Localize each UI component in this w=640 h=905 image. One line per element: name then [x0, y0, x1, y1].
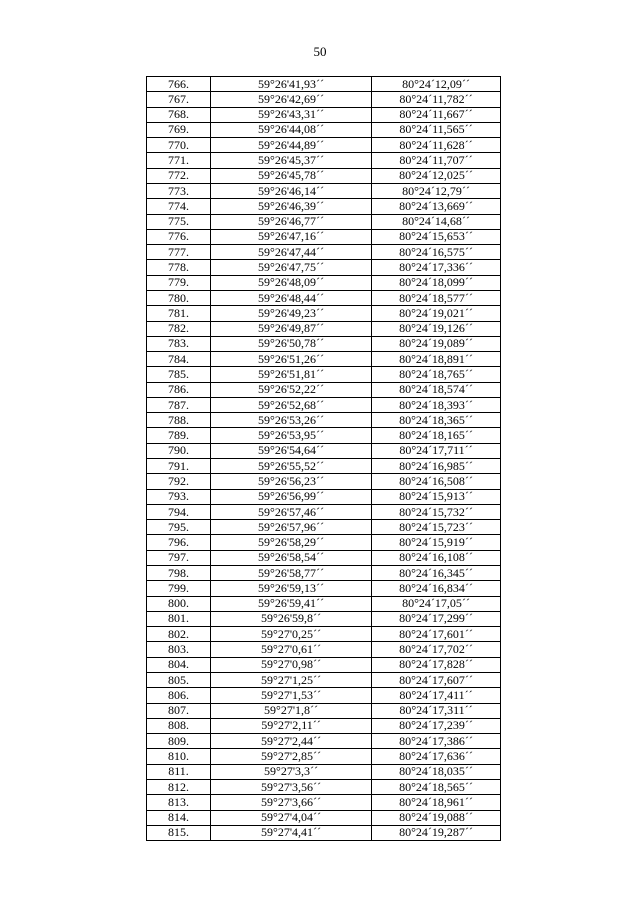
point-number-cell: 811.: [147, 764, 211, 779]
latitude-cell: 59°26'53,26´´: [211, 413, 372, 428]
longitude-cell: 80°24´17,702´´: [372, 642, 501, 657]
point-number-cell: 767.: [147, 92, 211, 107]
coordinates-table-body: [147, 77, 501, 841]
latitude-cell: 59°27'2,11´´: [211, 718, 372, 733]
longitude-cell: 80°24´17,05´´: [372, 596, 501, 611]
longitude-cell: 80°24´14,68´´: [372, 214, 501, 229]
longitude-cell: 80°24´18,577´´: [372, 290, 501, 305]
latitude-cell: 59°26'47,44´´: [211, 245, 372, 260]
latitude-cell: 59°26'42,69´´: [211, 92, 372, 107]
table-row: [147, 92, 501, 107]
latitude-cell: 59°27'0,98´´: [211, 657, 372, 672]
latitude-cell: 59°26'57,96´´: [211, 520, 372, 535]
longitude-cell: 80°24´18,574´´: [372, 382, 501, 397]
table-row: [147, 214, 501, 229]
table-row: [147, 627, 501, 642]
latitude-cell: 59°26'59,13´´: [211, 581, 372, 596]
point-number-cell: 815.: [147, 825, 211, 840]
longitude-cell: 80°24´11,628´´: [372, 138, 501, 153]
longitude-cell: 80°24´17,601´´: [372, 627, 501, 642]
latitude-cell: 59°26'44,89´´: [211, 138, 372, 153]
point-number-cell: 790.: [147, 443, 211, 458]
longitude-cell: 80°24´15,919´´: [372, 535, 501, 550]
point-number-cell: 778.: [147, 260, 211, 275]
latitude-cell: 59°26'52,68´´: [211, 397, 372, 412]
point-number-cell: 785.: [147, 367, 211, 382]
latitude-cell: 59°26'56,99´´: [211, 489, 372, 504]
latitude-cell: 59°26'52,22´´: [211, 382, 372, 397]
longitude-cell: 80°24´18,765´´: [372, 367, 501, 382]
longitude-cell: 80°24´12,025´´: [372, 168, 501, 183]
point-number-cell: 777.: [147, 245, 211, 260]
table-row: [147, 764, 501, 779]
latitude-cell: 59°27'1,53´´: [211, 688, 372, 703]
table-row: [147, 672, 501, 687]
table-row: [147, 260, 501, 275]
point-number-cell: 768.: [147, 107, 211, 122]
latitude-cell: 59°26'49,23´´: [211, 306, 372, 321]
latitude-cell: 59°26'45,78´´: [211, 168, 372, 183]
table-row: [147, 138, 501, 153]
longitude-cell: 80°24´19,287´´: [372, 825, 501, 840]
longitude-cell: 80°24´17,411´´: [372, 688, 501, 703]
latitude-cell: 59°26'54,64´´: [211, 443, 372, 458]
table-row: [147, 306, 501, 321]
table-row: [147, 336, 501, 351]
point-number-cell: 797.: [147, 550, 211, 565]
table-row: [147, 459, 501, 474]
longitude-cell: 80°24´19,021´´: [372, 306, 501, 321]
table-row: [147, 611, 501, 626]
point-number-cell: 783.: [147, 336, 211, 351]
latitude-cell: 59°26'46,39´´: [211, 199, 372, 214]
longitude-cell: 80°24´12,09´´: [372, 77, 501, 92]
latitude-cell: 59°26'53,95´´: [211, 428, 372, 443]
longitude-cell: 80°24´11,707´´: [372, 153, 501, 168]
table-row: [147, 779, 501, 794]
table-row: [147, 290, 501, 305]
longitude-cell: 80°24´15,723´´: [372, 520, 501, 535]
table-row: [147, 535, 501, 550]
longitude-cell: 80°24´19,089´´: [372, 336, 501, 351]
table-row: [147, 657, 501, 672]
point-number-cell: 788.: [147, 413, 211, 428]
table-row: [147, 321, 501, 336]
latitude-cell: 59°27'2,44´´: [211, 734, 372, 749]
point-number-cell: 800.: [147, 596, 211, 611]
table-row: [147, 245, 501, 260]
table-row: [147, 795, 501, 810]
table-row: [147, 199, 501, 214]
table-row: [147, 443, 501, 458]
point-number-cell: 804.: [147, 657, 211, 672]
table-row: [147, 367, 501, 382]
table-row: [147, 397, 501, 412]
latitude-cell: 59°27'3,56´´: [211, 779, 372, 794]
longitude-cell: 80°24´11,565´´: [372, 122, 501, 137]
table-row: [147, 474, 501, 489]
point-number-cell: 791.: [147, 459, 211, 474]
longitude-cell: 80°24´18,393´´: [372, 397, 501, 412]
longitude-cell: 80°24´18,891´´: [372, 352, 501, 367]
latitude-cell: 59°27'4,41´´: [211, 825, 372, 840]
latitude-cell: 59°27'1,8´´: [211, 703, 372, 718]
latitude-cell: 59°27'3,3´´: [211, 764, 372, 779]
latitude-cell: 59°26'59,8´´: [211, 611, 372, 626]
table-row: [147, 153, 501, 168]
longitude-cell: 80°24´19,126´´: [372, 321, 501, 336]
point-number-cell: 792.: [147, 474, 211, 489]
point-number-cell: 801.: [147, 611, 211, 626]
latitude-cell: 59°26'58,77´´: [211, 566, 372, 581]
latitude-cell: 59°26'59,41´´: [211, 596, 372, 611]
table-row: [147, 642, 501, 657]
longitude-cell: 80°24´17,311´´: [372, 703, 501, 718]
latitude-cell: 59°27'4,04´´: [211, 810, 372, 825]
point-number-cell: 772.: [147, 168, 211, 183]
table-row: [147, 168, 501, 183]
point-number-cell: 784.: [147, 352, 211, 367]
longitude-cell: 80°24´15,732´´: [372, 504, 501, 519]
longitude-cell: 80°24´16,345´´: [372, 566, 501, 581]
latitude-cell: 59°26'46,14´´: [211, 183, 372, 198]
table-row: [147, 413, 501, 428]
table-row: [147, 566, 501, 581]
longitude-cell: 80°24´17,636´´: [372, 749, 501, 764]
point-number-cell: 806.: [147, 688, 211, 703]
longitude-cell: 80°24´13,669´´: [372, 199, 501, 214]
latitude-cell: 59°26'50,78´´: [211, 336, 372, 351]
latitude-cell: 59°26'46,77´´: [211, 214, 372, 229]
table-row: [147, 520, 501, 535]
point-number-cell: 794.: [147, 504, 211, 519]
point-number-cell: 796.: [147, 535, 211, 550]
point-number-cell: 814.: [147, 810, 211, 825]
latitude-cell: 59°26'44,08´´: [211, 122, 372, 137]
longitude-cell: 80°24´17,239´´: [372, 718, 501, 733]
table-row: [147, 183, 501, 198]
point-number-cell: 770.: [147, 138, 211, 153]
longitude-cell: 80°24´11,782´´: [372, 92, 501, 107]
table-row: [147, 275, 501, 290]
point-number-cell: 774.: [147, 199, 211, 214]
point-number-cell: 789.: [147, 428, 211, 443]
point-number-cell: 766.: [147, 77, 211, 92]
point-number-cell: 787.: [147, 397, 211, 412]
latitude-cell: 59°26'45,37´´: [211, 153, 372, 168]
latitude-cell: 59°27'0,61´´: [211, 642, 372, 657]
latitude-cell: 59°26'49,87´´: [211, 321, 372, 336]
latitude-cell: 59°26'51,81´´: [211, 367, 372, 382]
table-row: [147, 382, 501, 397]
longitude-cell: 80°24´17,386´´: [372, 734, 501, 749]
longitude-cell: 80°24´16,985´´: [372, 459, 501, 474]
point-number-cell: 793.: [147, 489, 211, 504]
latitude-cell: 59°26'57,46´´: [211, 504, 372, 519]
longitude-cell: 80°24´16,575´´: [372, 245, 501, 260]
point-number-cell: 776.: [147, 229, 211, 244]
longitude-cell: 80°24´18,165´´: [372, 428, 501, 443]
table-row: [147, 122, 501, 137]
longitude-cell: 80°24´11,667´´: [372, 107, 501, 122]
longitude-cell: 80°24´18,035´´: [372, 764, 501, 779]
latitude-cell: 59°26'56,23´´: [211, 474, 372, 489]
point-number-cell: 781.: [147, 306, 211, 321]
table-row: [147, 352, 501, 367]
longitude-cell: 80°24´17,299´´: [372, 611, 501, 626]
latitude-cell: 59°26'51,26´´: [211, 352, 372, 367]
point-number-cell: 810.: [147, 749, 211, 764]
point-number-cell: 809.: [147, 734, 211, 749]
latitude-cell: 59°26'47,75´´: [211, 260, 372, 275]
table-row: [147, 428, 501, 443]
table-row: [147, 489, 501, 504]
point-number-cell: 779.: [147, 275, 211, 290]
latitude-cell: 59°26'47,16´´: [211, 229, 372, 244]
point-number-cell: 808.: [147, 718, 211, 733]
point-number-cell: 795.: [147, 520, 211, 535]
table-row: [147, 810, 501, 825]
point-number-cell: 786.: [147, 382, 211, 397]
latitude-cell: 59°27'3,66´´: [211, 795, 372, 810]
point-number-cell: 812.: [147, 779, 211, 794]
latitude-cell: 59°26'43,31´´: [211, 107, 372, 122]
point-number-cell: 773.: [147, 183, 211, 198]
longitude-cell: 80°24´17,607´´: [372, 672, 501, 687]
page-number: 50: [313, 44, 327, 59]
longitude-cell: 80°24´19,088´´: [372, 810, 501, 825]
table-row: [147, 504, 501, 519]
latitude-cell: 59°27'1,25´´: [211, 672, 372, 687]
table-row: [147, 596, 501, 611]
longitude-cell: 80°24´17,336´´: [372, 260, 501, 275]
table-row: [147, 77, 501, 92]
longitude-cell: 80°24´17,828´´: [372, 657, 501, 672]
table-row: [147, 825, 501, 840]
longitude-cell: 80°24´16,508´´: [372, 474, 501, 489]
longitude-cell: 80°24´12,79´´: [372, 183, 501, 198]
table-row: [147, 688, 501, 703]
latitude-cell: 59°26'48,09´´: [211, 275, 372, 290]
longitude-cell: 80°24´18,961´´: [372, 795, 501, 810]
longitude-cell: 80°24´18,099´´: [372, 275, 501, 290]
point-number-cell: 813.: [147, 795, 211, 810]
table-row: [147, 749, 501, 764]
longitude-cell: 80°24´16,834´´: [372, 581, 501, 596]
longitude-cell: 80°24´18,565´´: [372, 779, 501, 794]
longitude-cell: 80°24´16,108´´: [372, 550, 501, 565]
point-number-cell: 802.: [147, 627, 211, 642]
latitude-cell: 59°26'55,52´´: [211, 459, 372, 474]
latitude-cell: 59°26'58,29´´: [211, 535, 372, 550]
table-row: [147, 550, 501, 565]
point-number-cell: 805.: [147, 672, 211, 687]
table-row: [147, 703, 501, 718]
longitude-cell: 80°24´18,365´´: [372, 413, 501, 428]
point-number-cell: 780.: [147, 290, 211, 305]
longitude-cell: 80°24´17,711´´: [372, 443, 501, 458]
point-number-cell: 799.: [147, 581, 211, 596]
table-row: [147, 581, 501, 596]
latitude-cell: 59°26'58,54´´: [211, 550, 372, 565]
point-number-cell: 782.: [147, 321, 211, 336]
table-row: [147, 718, 501, 733]
point-number-cell: 807.: [147, 703, 211, 718]
point-number-cell: 775.: [147, 214, 211, 229]
point-number-cell: 798.: [147, 566, 211, 581]
latitude-cell: 59°26'41,93´´: [211, 77, 372, 92]
point-number-cell: 803.: [147, 642, 211, 657]
coordinates-table: [146, 76, 501, 841]
point-number-cell: 769.: [147, 122, 211, 137]
table-row: [147, 229, 501, 244]
longitude-cell: 80°24´15,653´´: [372, 229, 501, 244]
table-row: [147, 734, 501, 749]
latitude-cell: 59°27'2,85´´: [211, 749, 372, 764]
longitude-cell: 80°24´15,913´´: [372, 489, 501, 504]
latitude-cell: 59°27'0,25´´: [211, 627, 372, 642]
point-number-cell: 771.: [147, 153, 211, 168]
table-row: [147, 107, 501, 122]
latitude-cell: 59°26'48,44´´: [211, 290, 372, 305]
